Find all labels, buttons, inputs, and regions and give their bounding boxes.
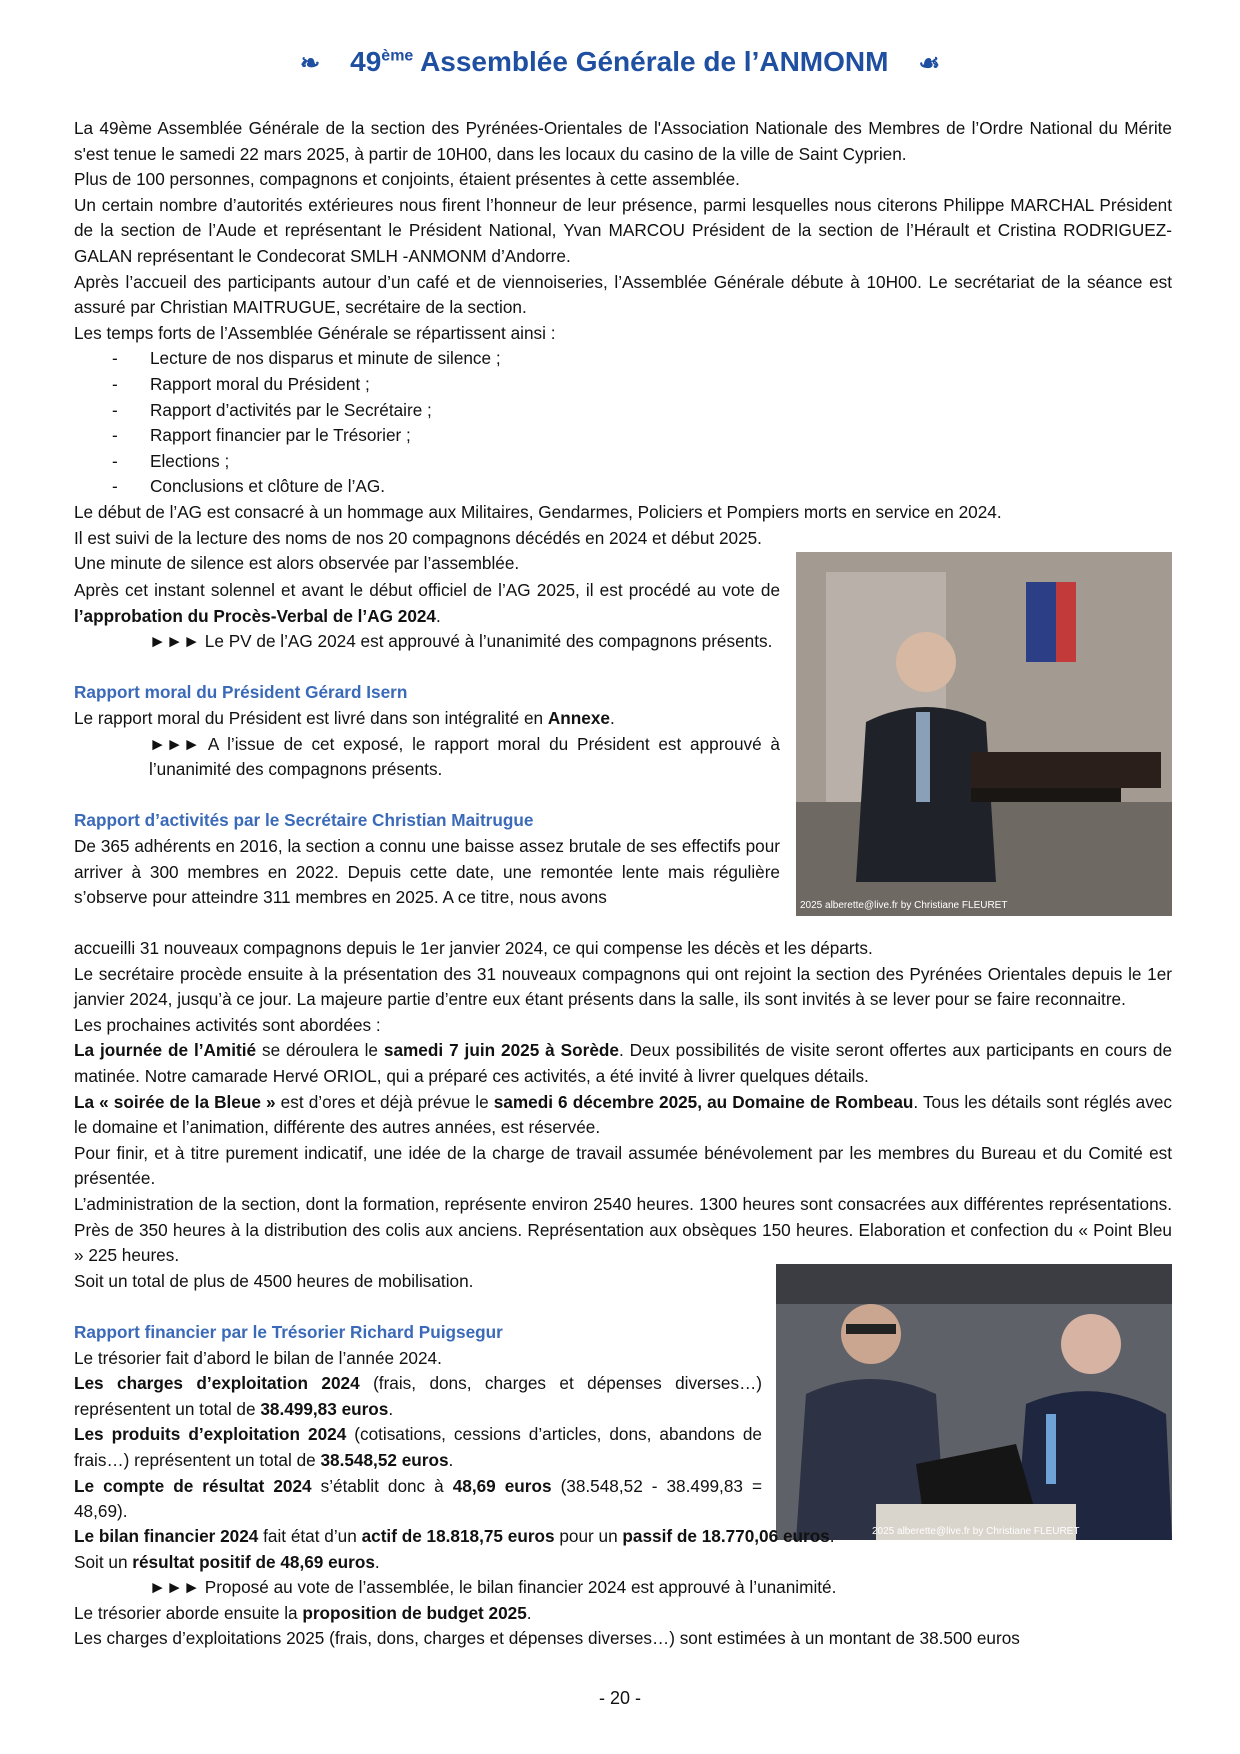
list-bullet: - xyxy=(112,450,118,471)
list-bullet: - xyxy=(112,399,118,420)
financier-paragraph xyxy=(74,1601,1172,1627)
bold-text: samedi 7 juin 2025 à Sorède xyxy=(383,1040,619,1061)
intro-paragraph: La 49ème Assemblée Générale de la section des Pyrénées-Orientales de l'Association Nationale des Membres de l’Ordre National du Mérite s'est tenue le samedi 22 mars 2025, à partir de 10H00, dans les locaux du casino de la ville de Saint Cyprien. xyxy=(74,118,1172,164)
text: . xyxy=(829,1526,835,1546)
pv-bold: l’approbation du Procès-Verbal de l’AG 2024 xyxy=(74,605,436,626)
list-item-text: Elections ; xyxy=(150,450,230,471)
section-heading-activites: Rapport d’activités par le Secrétaire Christian Maitrugue xyxy=(74,810,534,831)
list-item xyxy=(74,398,1172,424)
activites-paragraph: accueilli 31 nouveaux compagnons depuis le 1er janvier 2024, ce qui compense les décès et les départs. xyxy=(74,938,873,958)
text: . xyxy=(374,1551,380,1572)
financier-paragraph xyxy=(74,1474,762,1525)
financier-paragraph xyxy=(74,1524,1172,1550)
pv-text: Après cet instant solennel et avant le début officiel de l’AG 2025, il est procédé au vote de xyxy=(74,580,780,600)
text: pour un xyxy=(554,1526,623,1546)
text: est d’ores et déjà prévue le xyxy=(275,1091,494,1112)
list-bullet: - xyxy=(112,373,118,394)
text: . Tous les détails sont réglés avec le domaine et l’animation, différente des autres années, est réservée. xyxy=(74,1091,1172,1138)
section-heading-moral: Rapport moral du Président Gérard Isern xyxy=(74,682,408,703)
activites-paragraph: Pour finir, et à titre purement indicatif, une idée de la charge de travail assumée bénévolement par les membres du Bureau et du Comité est présentée. xyxy=(74,1142,1172,1189)
text: s’établit donc à xyxy=(311,1475,453,1496)
list-item-text: Conclusions et clôture de l’AG. xyxy=(150,476,386,497)
agenda-list xyxy=(74,346,1172,500)
title-superscript: ème xyxy=(381,47,414,65)
intro-paragraph: Les temps forts de l’Assemblée Générale se répartissent ainsi : xyxy=(74,322,556,343)
moral-text: Le rapport moral du Président est livré dans son intégralité en xyxy=(74,707,548,728)
moral-paragraph xyxy=(74,706,780,732)
bold-text: samedi 6 décembre 2025, au Domaine de Rombeau xyxy=(493,1091,914,1112)
pv-text-end: . xyxy=(436,605,441,626)
text: fait état d’un xyxy=(258,1526,362,1546)
bold-text: Les produits d’exploitation 2024 xyxy=(74,1424,347,1445)
narrow-block-1 xyxy=(74,578,780,911)
title-text: Assemblée Générale de l’ANMONM xyxy=(413,46,889,77)
photo-president-image xyxy=(796,552,1172,916)
bold-text: Les charges d’exploitation 2024 xyxy=(74,1373,360,1394)
activites-paragraph: L’administration de la section, dont la formation, représente environ 2540 heures. 1300 heures sont consacrées aux différentes représentations. Près de 350 heures à la distribution des colis aux anciens. Représentation aux obsèques 150 heures. Elaboration et confection du « Point Bleu » 225 heures. xyxy=(74,1193,1172,1266)
text: (38.548,52 - 38.499,83 = 48,69). xyxy=(74,1475,762,1522)
ornament-left-icon: ❧ xyxy=(300,50,321,77)
list-bullet: - xyxy=(112,476,118,497)
text: (cotisations, cessions d’articles, dons, abandons de frais…) représentent un total de xyxy=(74,1424,762,1470)
list-item xyxy=(74,423,1172,449)
page-number: - 20 - xyxy=(598,1688,641,1708)
photo-president xyxy=(796,552,1172,916)
intro-block xyxy=(74,116,1172,577)
text: Le trésorier aborde ensuite la xyxy=(74,1602,303,1623)
paragraph: Une minute de silence est alors observée par l’assemblée. xyxy=(74,553,520,574)
activites-paragraph: Les prochaines activités sont abordées : xyxy=(74,1014,381,1035)
list-item-text: Rapport moral du Président ; xyxy=(150,373,370,394)
bold-text: La « soirée de la Bleue » xyxy=(74,1091,276,1112)
photo-credit: 2025 alberette@live.fr by Christiane FLEURET xyxy=(872,1526,1080,1537)
section-heading-financier: Rapport financier par le Trésorier Richard Puigsegur xyxy=(74,1322,503,1342)
text: . xyxy=(448,1449,454,1470)
financier-paragraph: Le trésorier fait d’abord le bilan de l’année 2024. xyxy=(74,1347,442,1368)
title-number: 49 xyxy=(350,46,382,77)
financier-paragraph xyxy=(74,1371,762,1422)
text: Soit un xyxy=(74,1551,133,1572)
paragraph: Il est suivi de la lecture des noms de nos 20 compagnons décédés en 2024 et début 2025. xyxy=(74,527,762,548)
bold-text: Le compte de résultat 2024 xyxy=(74,1475,312,1496)
list-bullet: - xyxy=(112,348,118,369)
financier-paragraph xyxy=(74,1550,1172,1576)
bold-text: actif de 18.818,75 euros xyxy=(361,1526,555,1546)
photo-tresorier-image xyxy=(776,1264,1172,1540)
pv-result: ►►► Le PV de l’AG 2024 est approuvé à l’unanimité des compagnons présents. xyxy=(149,631,773,652)
pv-paragraph xyxy=(74,578,780,629)
photo-tresorier xyxy=(776,1264,1172,1540)
bold-text: proposition de budget 2025 xyxy=(302,1602,527,1623)
bold-text: passif de 18.770,06 euros xyxy=(622,1526,830,1546)
financier-block-narrow xyxy=(74,1320,762,1525)
bold-text: résultat positif de 48,69 euros xyxy=(132,1551,375,1572)
page-title xyxy=(0,46,1240,78)
list-item xyxy=(74,474,1172,500)
list-item xyxy=(74,346,1172,372)
bold-text: 38.548,52 euros xyxy=(320,1449,449,1470)
text: . xyxy=(388,1398,394,1419)
moral-result: ►►► A l’issue de cet exposé, le rapport moral du Président est approuvé à l’unanimité des compagnons présents. xyxy=(149,733,780,780)
bold-text: 48,69 euros xyxy=(452,1475,552,1496)
paragraph: Le début de l’AG est consacré à un hommage aux Militaires, Gendarmes, Policiers et Pompiers morts en service en 2024. xyxy=(74,501,1002,522)
financier-paragraph xyxy=(74,1422,762,1473)
activites-paragraph: Soit un total de plus de 4500 heures de mobilisation. xyxy=(74,1270,474,1291)
activites-paragraph: De 365 adhérents en 2016, la section a connu une baisse assez brutale de ses effectifs pour arriver à 300 membres en 2022. Depuis cette date, une remontée lente mais régulière s’observe pour atteindre 311 membres en 2025. A ce titre, nous avons xyxy=(74,835,780,908)
list-item xyxy=(74,372,1172,398)
list-item-text: Lecture de nos disparus et minute de silence ; xyxy=(150,348,501,369)
activites-paragraph xyxy=(74,1038,1172,1089)
photo-credit: 2025 alberette@live.fr by Christiane FLEURET xyxy=(800,900,1008,911)
financier-block xyxy=(74,1524,1172,1652)
list-item-text: Rapport d’activités par le Secrétaire ; xyxy=(150,399,432,420)
text: . Deux possibilités de visite seront offertes aux participants en cours de matinée. Notre camarade Hervé ORIOL, qui a préparé ces activités, a été invité à livrer quelques détails. xyxy=(74,1040,1172,1086)
moral-text-end: . xyxy=(609,707,615,728)
bold-text: Le bilan financier 2024 xyxy=(74,1526,259,1546)
intro-paragraph: Un certain nombre d’autorités extérieures nous firent l’honneur de leur présence, parmi lesquelles nous citerons Philippe MARCHAL Président de la section de l’Aude et représentant le Président National, Yvan MARCOU Président de la section de l’Hérault et Cristina RODRIGUEZ-GALAN représentant le Condecorat SMLH -ANMONM d’Andorre. xyxy=(74,194,1172,266)
financier-result: ►►► Proposé au vote de l’assemblée, le bilan financier 2024 est approuvé à l’unanimité. xyxy=(149,1577,837,1598)
text: (frais, dons, charges et dépenses diverses…) représentent un total de xyxy=(74,1373,762,1419)
bold-text: 38.499,83 euros xyxy=(260,1398,389,1419)
activites-paragraph: Le secrétaire procède ensuite à la présentation des 31 nouveaux compagnons qui ont rejoint la section des Pyrénées Orientales depuis le 1er janvier 2024, jusqu’à ce jour. La majeure partie d’entre eux étant présents dans la salle, ils sont invités à se lever pour se faire reconnaitre. xyxy=(74,963,1172,1010)
list-item xyxy=(74,449,1172,475)
activites-block xyxy=(74,936,1172,1294)
intro-paragraph: Plus de 100 personnes, compagnons et conjoints, étaient présentes à cette assemblée. xyxy=(74,169,740,190)
intro-paragraph: Après l’accueil des participants autour d’un café et de viennoiseries, l’Assemblée Générale débute à 10H00. Le secrétariat de la séance est assuré par Christian MAITRUGUE, secrétaire de la section. xyxy=(74,271,1172,318)
financier-paragraph: Les charges d’exploitations 2025 (frais, dons, charges et dépenses diverses…) sont estimées à un montant de 38.500 euros xyxy=(74,1628,1020,1649)
bold-text: La journée de l’Amitié xyxy=(74,1040,257,1061)
text: . xyxy=(526,1602,532,1623)
moral-bold: Annexe xyxy=(547,707,610,728)
activites-paragraph xyxy=(74,1090,1172,1141)
list-item-text: Rapport financier par le Trésorier ; xyxy=(150,425,411,446)
ornament-right-icon: ☙ xyxy=(918,50,940,77)
list-bullet: - xyxy=(112,425,118,446)
text: se déroulera le xyxy=(256,1040,384,1061)
